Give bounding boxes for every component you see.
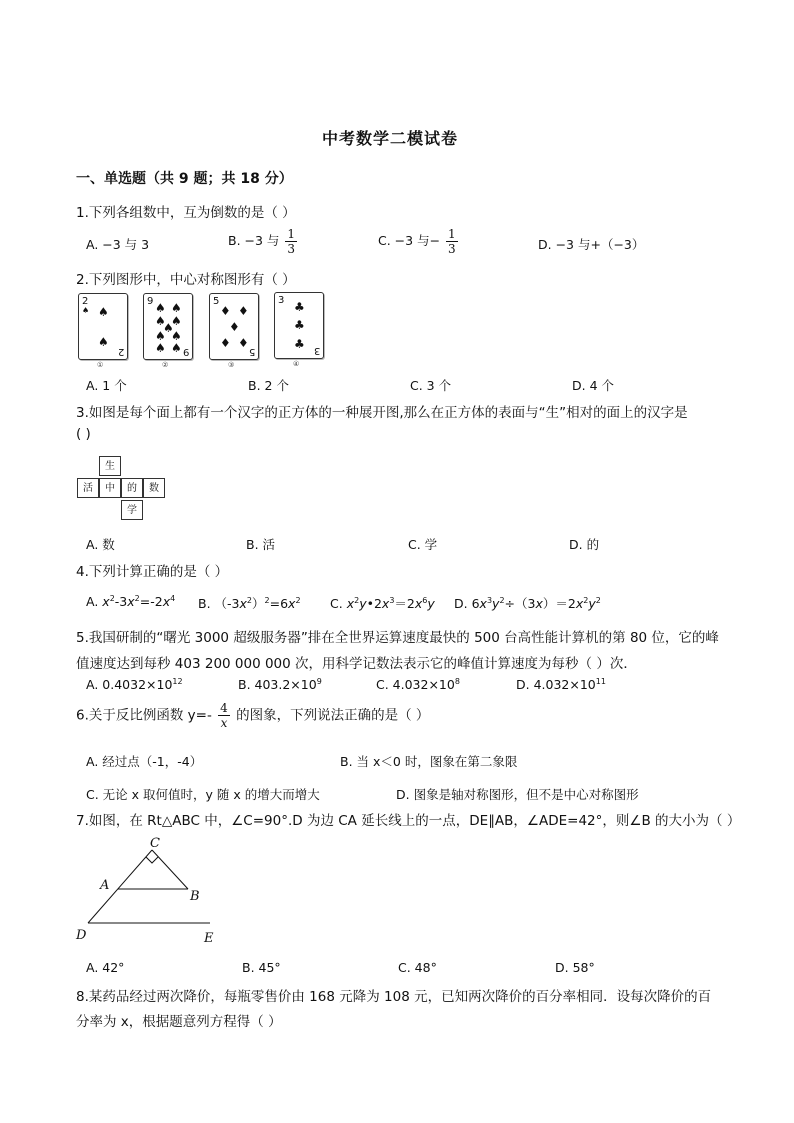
card-rank: 2 bbox=[82, 296, 89, 307]
diamond-icon: ♦ bbox=[229, 320, 240, 334]
spade-icon: ♠ bbox=[98, 335, 109, 349]
section-heading: 一、单选题（共 9 题；共 18 分） bbox=[76, 171, 293, 187]
q7-option-d: D. 58° bbox=[555, 960, 595, 975]
playing-card-2-spades bbox=[78, 293, 128, 360]
card-rank: 9 bbox=[147, 296, 154, 307]
q1-option-a: A. −3 与 3 bbox=[86, 237, 150, 252]
card-caption: ② bbox=[162, 361, 169, 369]
q2-stem: 2.下列图形中，中心对称图形有（ ） bbox=[76, 272, 296, 288]
q5-option-b: B. $403.2\times 10^9$ bbox=[238, 677, 322, 692]
right-angle-mark bbox=[146, 857, 158, 863]
q6-fraction: $\frac{4}{x}$ bbox=[220, 701, 228, 730]
q2-option-b: B. 2 个 bbox=[248, 378, 289, 393]
q7-option-a: A. 42° bbox=[86, 960, 125, 975]
card-suit: ♠ bbox=[82, 306, 90, 315]
diamond-icon: ♦ bbox=[220, 304, 231, 318]
spade-icon: ♠ bbox=[155, 329, 166, 343]
card-caption: ① bbox=[97, 361, 104, 369]
spade-icon: ♠ bbox=[98, 305, 109, 319]
q1-option-b-fraction: $\frac{1}{3}$ bbox=[287, 227, 296, 256]
q6-stem bbox=[76, 702, 429, 729]
diamond-icon: ♦ bbox=[220, 336, 231, 350]
net-cell-row-2: 中 bbox=[99, 478, 121, 498]
card-rank-inverted: 3 bbox=[313, 345, 320, 356]
q8-stem-line1: 8.某药品经过两次降价，每瓶零售价由 168 元降为 108 元，已知两次降价的百分率相同．设每次降价的百 bbox=[76, 989, 712, 1005]
diamond-icon: ♦ bbox=[238, 304, 249, 318]
q1-option-b-prefix: B. −3 与 bbox=[228, 233, 280, 248]
card-rank-inverted: 5 bbox=[248, 346, 255, 357]
q7-option-b: B. 45° bbox=[242, 960, 281, 975]
q3-stem-line2: ( ) bbox=[76, 426, 91, 442]
club-icon: ♣ bbox=[294, 318, 305, 332]
q6-option-b: B. 当 x＜0 时，图象在第二象限 bbox=[340, 754, 518, 769]
card-rank-inverted: 2 bbox=[117, 346, 124, 357]
net-cell-top: 生 bbox=[99, 456, 121, 476]
spade-icon: ♠ bbox=[155, 341, 166, 355]
net-cell-row-3: 的 bbox=[121, 478, 143, 498]
q4-option-d: D. $6x^3y^2\div(3x)=2x^2y^2$ bbox=[454, 596, 601, 611]
q1-option-c bbox=[378, 228, 460, 255]
q4-option-b: B. $(-3x^2)^2=6x^2$ bbox=[198, 596, 301, 611]
q5-option-a: A. $0.4032\times 10^{12}$ bbox=[86, 677, 183, 692]
card-caption: ③ bbox=[228, 361, 235, 369]
card-rank: 3 bbox=[278, 295, 285, 306]
q4-option-a: A. $x^2-3x^2=-2x^4$ bbox=[86, 594, 176, 609]
q5-option-d: D. $4.032\times 10^{11}$ bbox=[516, 677, 606, 692]
net-cell-bottom: 学 bbox=[121, 500, 143, 520]
page-title: 中考数学二模试卷 bbox=[322, 129, 459, 148]
label-e: E bbox=[204, 931, 214, 946]
spade-icon: ♠ bbox=[171, 314, 182, 328]
card-rank: 5 bbox=[213, 296, 220, 307]
label-a: A bbox=[100, 878, 110, 893]
q6-stem-prefix: 6.关于反比例函数 y=- bbox=[76, 707, 212, 724]
club-icon: ♣ bbox=[294, 337, 305, 351]
q3-stem-line1: 3.如图是每个面上都有一个汉字的正方体的一种展开图,那么在正方体的表面与“生”相对的面上的汉字是 bbox=[76, 405, 688, 421]
label-c: C bbox=[150, 836, 160, 851]
q1-option-b bbox=[228, 228, 299, 255]
q5-stem-line1: 5.我国研制的“曙光 3000 超级服务器”排在全世界运算速度最快的 500 台高性能计算机的第 80 位，它的峰 bbox=[76, 630, 719, 646]
net-cell-row-1: 活 bbox=[77, 478, 99, 498]
q6-option-c: C. 无论 x 取何值时，y 随 x 的增大而增大 bbox=[86, 787, 320, 802]
q5-option-c: C. $4.032\times 10^8$ bbox=[376, 677, 460, 692]
line-c-to-b bbox=[152, 850, 188, 889]
q3-option-d: D. 的 bbox=[569, 537, 600, 552]
q6-stem-suffix: 的图象，下列说法正确的是（ ） bbox=[236, 707, 430, 724]
q1-stem: 1.下列各组数中，互为倒数的是（ ） bbox=[76, 205, 296, 221]
club-icon: ♣ bbox=[294, 300, 305, 314]
q1-option-c-fraction: $\frac{1}{3}$ bbox=[448, 227, 456, 256]
q4-option-c: C. $x^2y•2x^3=2x^6y$ bbox=[330, 596, 435, 611]
diamond-icon: ♦ bbox=[238, 336, 249, 350]
q6-option-d: D. 图象是轴对称图形，但不是中心对称图形 bbox=[396, 787, 639, 802]
spade-icon: ♠ bbox=[171, 301, 182, 315]
spade-icon: ♠ bbox=[171, 329, 182, 343]
card-rank-inverted: 9 bbox=[182, 346, 189, 357]
label-b: B bbox=[190, 889, 200, 904]
q3-option-a: A. 数 bbox=[86, 537, 115, 552]
q4-stem: 4.下列计算正确的是（ ） bbox=[76, 564, 229, 580]
q5-stem-line2: 值速度达到每秒 403 200 000 000 次，用科学记数法表示它的峰值计算速度为每秒（ ）次． bbox=[76, 656, 637, 672]
q2-option-d: D. 4 个 bbox=[572, 378, 614, 393]
spade-icon: ♠ bbox=[163, 321, 174, 335]
label-d: D bbox=[76, 928, 87, 943]
q7-stem: 7.如图，在 Rt△ABC 中，∠C=90°.D 为边 CA 延长线上的一点，DE∥AB，∠ADE=42°，则∠B 的大小为（ ） bbox=[76, 813, 741, 829]
net-cell-row-4: 数 bbox=[143, 478, 165, 498]
line-d-to-c bbox=[88, 850, 152, 923]
playing-card-3-clubs bbox=[274, 292, 324, 359]
q8-stem-line2: 分率为 x，根据题意列方程得（ ） bbox=[76, 1014, 282, 1030]
spade-icon: ♠ bbox=[155, 301, 166, 315]
q2-option-a: A. 1 个 bbox=[86, 378, 127, 393]
playing-card-5-diamonds bbox=[209, 293, 259, 360]
spade-icon: ♠ bbox=[171, 341, 182, 355]
q1-option-c-prefix: C. −3 与− bbox=[378, 233, 441, 248]
q7-option-c: C. 48° bbox=[398, 960, 437, 975]
spade-icon: ♠ bbox=[155, 314, 166, 328]
q3-option-b: B. 活 bbox=[246, 537, 276, 552]
q3-option-c: C. 学 bbox=[408, 537, 438, 552]
card-caption: ④ bbox=[293, 360, 300, 368]
q1-option-d: D. −3 与+（−3） bbox=[538, 237, 645, 252]
q6-option-a: A. 经过点（-1，-4） bbox=[86, 754, 203, 769]
triangle-figure bbox=[72, 836, 222, 946]
q2-option-c: C. 3 个 bbox=[410, 378, 452, 393]
playing-card-9-spades bbox=[143, 293, 193, 360]
